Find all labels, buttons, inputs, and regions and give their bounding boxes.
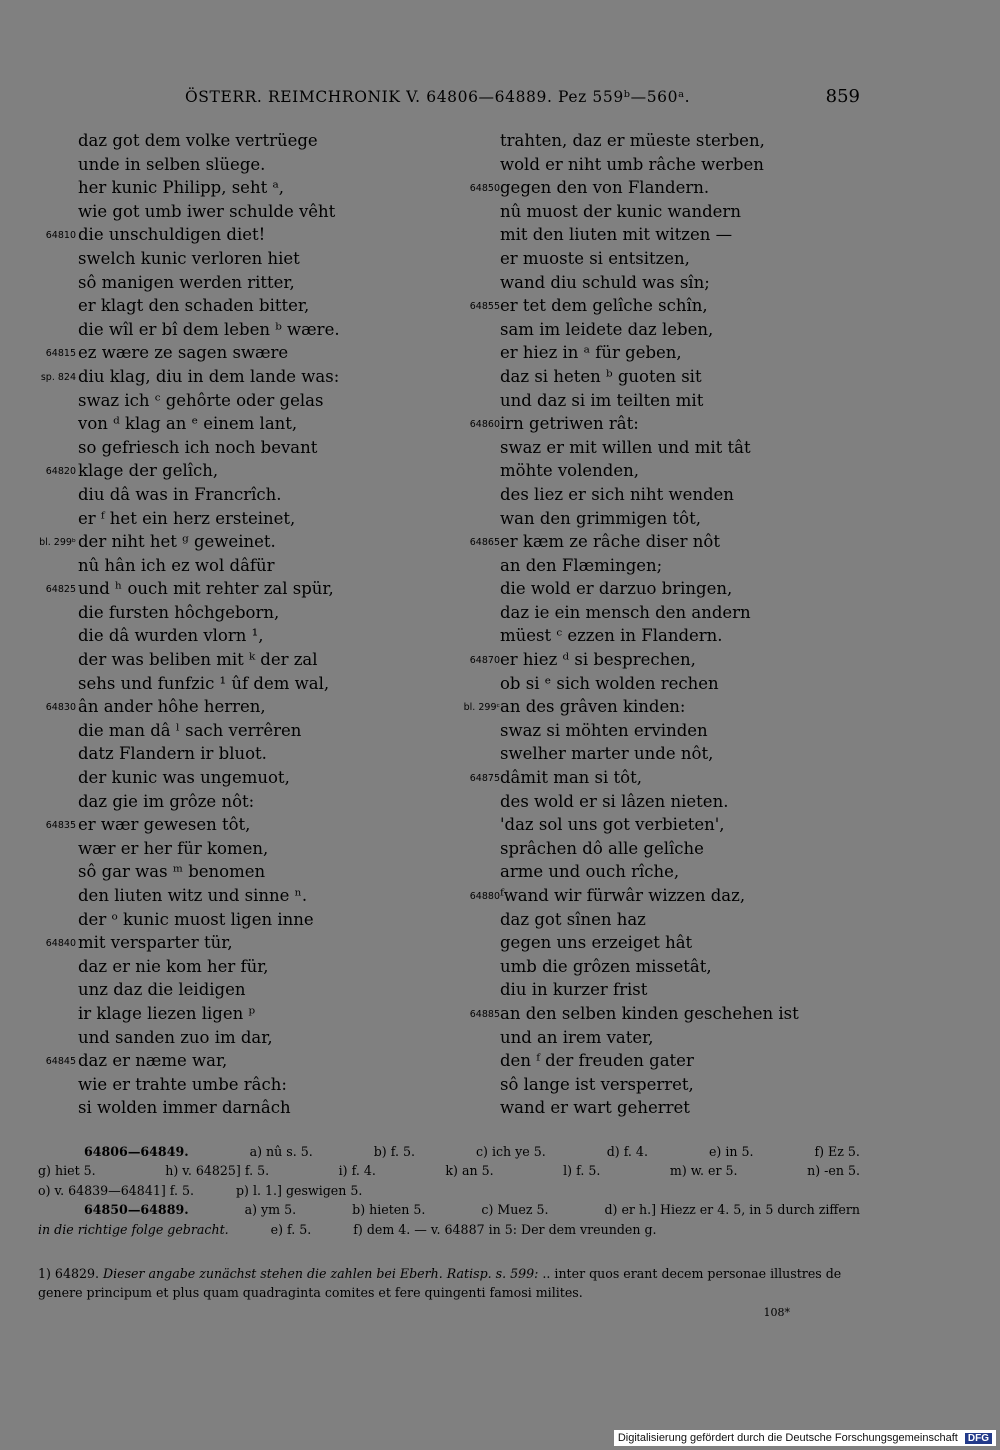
verse-text: und an irem vater, [500, 1027, 654, 1047]
verse-line [500, 271, 920, 295]
verse-line [78, 837, 498, 861]
verse-text: der niht het ᵍ geweinet. [78, 532, 276, 552]
dfg-logo-icon: DFG [965, 1433, 992, 1444]
verse-line [500, 365, 920, 389]
verse-line [500, 837, 920, 861]
verse-line [500, 813, 920, 837]
verse-text: mit versparter tür, [78, 933, 233, 953]
verse-line [500, 908, 920, 932]
verse-line [500, 247, 920, 271]
verse-line [78, 129, 498, 153]
apparatus-note: e) in 5. [708, 1144, 754, 1159]
verse-line [78, 1096, 498, 1120]
verse-text: er hiez in ᵃ für geben, [500, 343, 682, 363]
verse-text: wær er her für komen, [78, 838, 269, 858]
verse-line [78, 766, 498, 790]
line-number: 64875 [469, 773, 500, 785]
verse-line [45, 695, 498, 719]
footnote-lead: 1) 64829. [38, 1266, 99, 1281]
verse-text: und sanden zuo im dar, [78, 1027, 273, 1047]
verse-line [500, 860, 920, 884]
verse-line [500, 153, 920, 177]
verse-line [45, 577, 498, 601]
verse-text: den liuten witz und sinne ⁿ. [78, 886, 308, 905]
verse-line [500, 223, 920, 247]
line-number: 64810 [45, 230, 76, 242]
apparatus-note: d) er h.] Hiezz er 4. 5, in 5 durch ziffern [604, 1202, 860, 1218]
verse-line [469, 530, 920, 554]
apparatus-range: 64806—64849. [84, 1144, 189, 1159]
apparatus-note: o) v. 64839—64841] f. 5. [38, 1182, 194, 1198]
line-number: 64850 [469, 183, 500, 195]
verse-line [78, 176, 498, 200]
verse-line [500, 341, 920, 365]
verse-line [78, 1073, 498, 1097]
line-number: bl. 299ᶜ [463, 702, 500, 714]
verse-text: von ᵈ klag an ᵉ einem lant, [78, 414, 298, 434]
verse-line [469, 884, 920, 908]
verse-text: swaz ich ᶜ gehôrte oder gelas [78, 390, 324, 410]
verse-line [500, 459, 920, 483]
apparatus-note: a) ym 5. [244, 1202, 297, 1218]
verse-text: die wold er darzuo bringen, [500, 579, 733, 599]
line-number: 64865 [469, 537, 500, 549]
verse-text: und ʰ ouch mit rehter zal spür, [78, 579, 334, 599]
line-number: 64845 [45, 1056, 76, 1068]
verse-text: des liez er sich niht wenden [500, 484, 734, 504]
apparatus-row-4 [38, 1200, 860, 1219]
verse-line [45, 1049, 498, 1073]
verse-text: ir klage liezen ligen ᵖ [78, 1003, 256, 1023]
verse-line [39, 530, 498, 554]
apparatus-note: a) nû s. 5. [249, 1144, 313, 1159]
footnote [38, 1264, 860, 1302]
verse-line [469, 766, 920, 790]
verse-text: datz Flandern ir bluot. [78, 744, 267, 764]
verse-text: müest ᶜ ezzen in Flandern. [500, 626, 723, 646]
apparatus-row-5 [38, 1220, 860, 1239]
verse-line [78, 200, 498, 224]
apparatus-note: k) an 5. [445, 1163, 494, 1179]
verse-line [500, 1073, 920, 1097]
verse-text: dâmit man si tôt, [500, 768, 642, 788]
verse-text: sprâchen dô alle gelîche [500, 838, 704, 858]
verse-line [469, 294, 920, 318]
verse-text: wan den grimmigen tôt, [500, 508, 701, 528]
footnote-italic: Dieser angabe zunächst stehen die zahlen bei Eberh. Ratisp. s. 599: [103, 1266, 539, 1281]
apparatus-note: b) f. 5. [373, 1144, 415, 1159]
verse-line [45, 223, 498, 247]
verse-text: daz gie im grôze nôt: [78, 791, 255, 811]
apparatus-row-3 [38, 1181, 860, 1200]
apparatus-row-2 [38, 1161, 860, 1180]
dfg-banner-text: Digitalisierung gefördert durch die Deutsche Forschungsgemeinschaft [617, 1432, 958, 1444]
verse-text: wold er niht umb râche werben [500, 154, 764, 174]
verse-text: wie got umb iwer schulde vêht [78, 201, 336, 221]
verse-text: daz got dem volke vertrüege [78, 131, 318, 150]
verse-line [500, 1049, 920, 1073]
verse-line [78, 648, 498, 672]
verse-text: swelher marter unde nôt, [500, 744, 714, 764]
verse-text: er muoste si entsitzen, [500, 248, 690, 268]
apparatus-note: f) Ez 5. [814, 1144, 860, 1159]
footnote-text: .. inter quos erant decem personae illustres de genere principum et plus quam quadraginta comites et fere quingenti famosi milites. [38, 1266, 842, 1300]
verse-text: und daz si im teilten mit [500, 390, 704, 410]
verse-line [500, 507, 920, 531]
line-number: 64860 [469, 419, 500, 431]
verse-text: die man dâ ˡ sach verrêren [78, 720, 302, 740]
verse-text: diu dâ was in Francrîch. [78, 484, 282, 504]
verse-line [40, 365, 498, 389]
line-number: bl. 299ᵇ [39, 537, 76, 549]
verse-line [500, 483, 920, 507]
verse-line [45, 813, 498, 837]
verse-text: swaz er mit willen und mit tât [500, 437, 751, 457]
apparatus-note: p) l. 1.] geswigen 5. [236, 1182, 363, 1198]
verse-line [78, 955, 498, 979]
line-number: 64830 [45, 702, 76, 714]
verse-text: nû hân ich ez wol dâfür [78, 555, 275, 575]
verse-line [78, 153, 498, 177]
verse-line [500, 577, 920, 601]
apparatus-note: in die richtige folge gebracht. [38, 1221, 229, 1237]
verse-line [78, 1002, 498, 1026]
verse-line [500, 554, 920, 578]
signature-mark: 108* [763, 1306, 790, 1319]
verse-line [500, 672, 920, 696]
verse-text: der ᵒ kunic muost ligen inne [78, 909, 314, 929]
verse-line [500, 742, 920, 766]
verse-line [500, 978, 920, 1002]
verse-text: wand diu schuld was sîn; [500, 272, 710, 292]
critical-apparatus [38, 1142, 860, 1239]
verse-text: daz got sînen haz [500, 909, 646, 929]
verse-text: arme und ouch rîche, [500, 862, 680, 882]
verse-line [78, 624, 498, 648]
verse-text: daz si heten ᵇ guoten sit [500, 366, 702, 386]
verse-line [78, 978, 498, 1002]
verse-text: gegen den von Flandern. [500, 178, 710, 198]
line-number: 64880 [469, 891, 500, 902]
verse-line [78, 742, 498, 766]
verse-text: die wîl er bî dem leben ᵇ wære. [78, 319, 340, 339]
line-number: 64820 [45, 466, 76, 478]
verse-text: si wolden immer darnâch [78, 1098, 291, 1118]
verse-line [500, 1096, 920, 1120]
verse-line [500, 931, 920, 955]
verse-line [78, 790, 498, 814]
line-number: 64835 [45, 820, 76, 832]
apparatus-note: n) -en 5. [807, 1163, 860, 1179]
verse-line [78, 483, 498, 507]
verse-text: der kunic was ungemuot, [78, 768, 290, 788]
verse-text: den ᶠ der freuden gater [500, 1051, 694, 1071]
verse-line [500, 318, 920, 342]
verse-text: er kæm ze râche diser nôt [500, 532, 720, 552]
apparatus-note: e) f. 5. [270, 1221, 312, 1237]
verse-line [469, 648, 920, 672]
verse-line [469, 412, 920, 436]
verse-line [78, 247, 498, 271]
verse-line [45, 459, 498, 483]
verse-text: an den Flæmingen; [500, 555, 663, 575]
verse-line [78, 507, 498, 531]
verse-text: sô manigen werden ritter, [78, 272, 295, 292]
verse-text: 'daz sol uns got verbieten', [500, 815, 725, 835]
verse-text: gegen uns erzeiget hât [500, 933, 693, 953]
line-number: 64825 [45, 584, 76, 596]
verse-line [469, 176, 920, 200]
page-header [0, 88, 1000, 112]
verse-line [78, 436, 498, 460]
apparatus-note: g) hiet 5. [38, 1163, 96, 1179]
apparatus-row-1 [38, 1142, 860, 1161]
line-number: 64855 [469, 301, 500, 313]
verse-line [78, 884, 498, 908]
verse-text: wie er trahte umbe râch: [78, 1074, 287, 1094]
verse-text: sehs und funfzic ¹ ûf dem wal, [78, 673, 330, 693]
verse-text: die dâ wurden vlorn ¹, [78, 626, 264, 646]
apparatus-note: c) ich ye 5. [475, 1144, 546, 1159]
verse-text: so gefriesch ich noch bevant [78, 437, 318, 457]
line-number: 64815 [45, 348, 76, 360]
verse-line [45, 931, 498, 955]
verse-line [78, 294, 498, 318]
verse-text: ân ander hôhe herren, [78, 697, 266, 717]
verse-line [78, 860, 498, 884]
verse-line [78, 318, 498, 342]
verse-text: wand er wart geherret [500, 1098, 690, 1118]
apparatus-note: b) hieten 5. [352, 1202, 426, 1218]
verse-line [500, 624, 920, 648]
verse-text: daz ie ein mensch den andern [500, 602, 751, 622]
verse-line [500, 436, 920, 460]
verse-text: an den selben kinden geschehen ist [500, 1003, 799, 1023]
verse-text: ᶠwand wir fürwâr wizzen daz, [500, 886, 746, 905]
verse-line [78, 1026, 498, 1050]
verse-text: ez wære ze sagen swære [78, 343, 289, 363]
verse-text: mit den liuten mit witzen — [500, 225, 733, 245]
apparatus-note: h) v. 64825] f. 5. [165, 1163, 270, 1179]
verse-line [78, 719, 498, 743]
verse-text: unz daz die leidigen [78, 980, 246, 1000]
verse-text: her kunic Philipp, seht ᵃ, [78, 178, 285, 198]
verse-line [45, 341, 498, 365]
verse-line [463, 695, 920, 719]
line-number: 64840 [45, 938, 76, 950]
verse-line [500, 1026, 920, 1050]
verse-text: möhte volenden, [500, 461, 639, 481]
verse-text: trahten, daz er müeste sterben, [500, 131, 765, 150]
verse-text: klage der gelîch, [78, 461, 219, 481]
verse-line [78, 601, 498, 625]
verse-line [78, 389, 498, 413]
verse-text: diu in kurzer frist [500, 980, 648, 1000]
verse-text: irn getriwen rât: [500, 414, 639, 434]
verse-line [78, 271, 498, 295]
verse-text: diu klag, diu in dem lande was: [78, 366, 340, 386]
verse-text: umb die grôzen missetât, [500, 956, 712, 976]
verse-text: des wold er si lâzen nieten. [500, 791, 729, 811]
apparatus-note: d) f. 4. [606, 1144, 648, 1159]
verse-line [78, 412, 498, 436]
verse-text: der was beliben mit ᵏ der zal [78, 650, 318, 670]
verse-text: an des grâven kinden: [500, 697, 686, 717]
verse-line [500, 790, 920, 814]
page-number: 859 [825, 86, 860, 107]
verse-line [500, 719, 920, 743]
running-title: ÖSTERR. REIMCHRONIK V. 64806—64889. Pez 559ᵇ—560ᵃ. [185, 88, 691, 106]
right-verse-column [463, 129, 920, 1120]
verse-line [500, 129, 920, 153]
apparatus-range: 64850—64889. [84, 1202, 189, 1218]
verse-text: er hiez ᵈ si besprechen, [500, 650, 696, 670]
left-verse-column [39, 129, 498, 1120]
verse-text: ob si ᵉ sich wolden rechen [500, 673, 719, 693]
verse-text: swaz si möhten ervinden [500, 720, 708, 740]
verse-text: sô gar was ᵐ benomen [78, 862, 266, 882]
verse-line [469, 1002, 920, 1026]
apparatus-note: f) dem 4. — v. 64887 in 5: Der dem vreunden g. [353, 1221, 657, 1237]
line-number: 64885 [469, 1008, 500, 1020]
verse-line [78, 908, 498, 932]
apparatus-note: m) w. er 5. [669, 1163, 738, 1179]
dfg-banner[interactable] [614, 1430, 996, 1446]
verse-text: die unschuldigen diet! [78, 225, 266, 245]
apparatus-note: c) Muez 5. [481, 1202, 549, 1218]
verse-text: er tet dem gelîche schîn, [500, 296, 708, 316]
verse-line [500, 200, 920, 224]
apparatus-note: l) f. 5. [563, 1163, 601, 1179]
verse-line [500, 601, 920, 625]
verse-text: er klagt den schaden bitter, [78, 296, 310, 316]
verse-text: sô lange ist versperret, [500, 1074, 694, 1094]
verse-line [78, 554, 498, 578]
verse-text: swelch kunic verloren hiet [78, 248, 300, 268]
verse-text: unde in selben slüege. [78, 154, 266, 174]
verse-text: er ᶠ het ein herz ersteinet, [78, 508, 296, 528]
verse-text: nû muost der kunic wandern [500, 201, 741, 221]
verse-text: daz er nie kom her für, [78, 956, 269, 976]
apparatus-note: i) f. 4. [338, 1163, 376, 1179]
verse-text: er wær gewesen tôt, [78, 815, 251, 835]
verse-line [500, 389, 920, 413]
verse-text: daz er næme war, [78, 1051, 228, 1071]
verse-line [78, 672, 498, 696]
line-number: 64870 [469, 655, 500, 667]
verse-line [500, 955, 920, 979]
verse-text: die fursten hôchgeborn, [78, 602, 280, 622]
line-number: sp. 824 [40, 371, 76, 383]
verse-text: sam im leidete daz leben, [500, 319, 714, 339]
